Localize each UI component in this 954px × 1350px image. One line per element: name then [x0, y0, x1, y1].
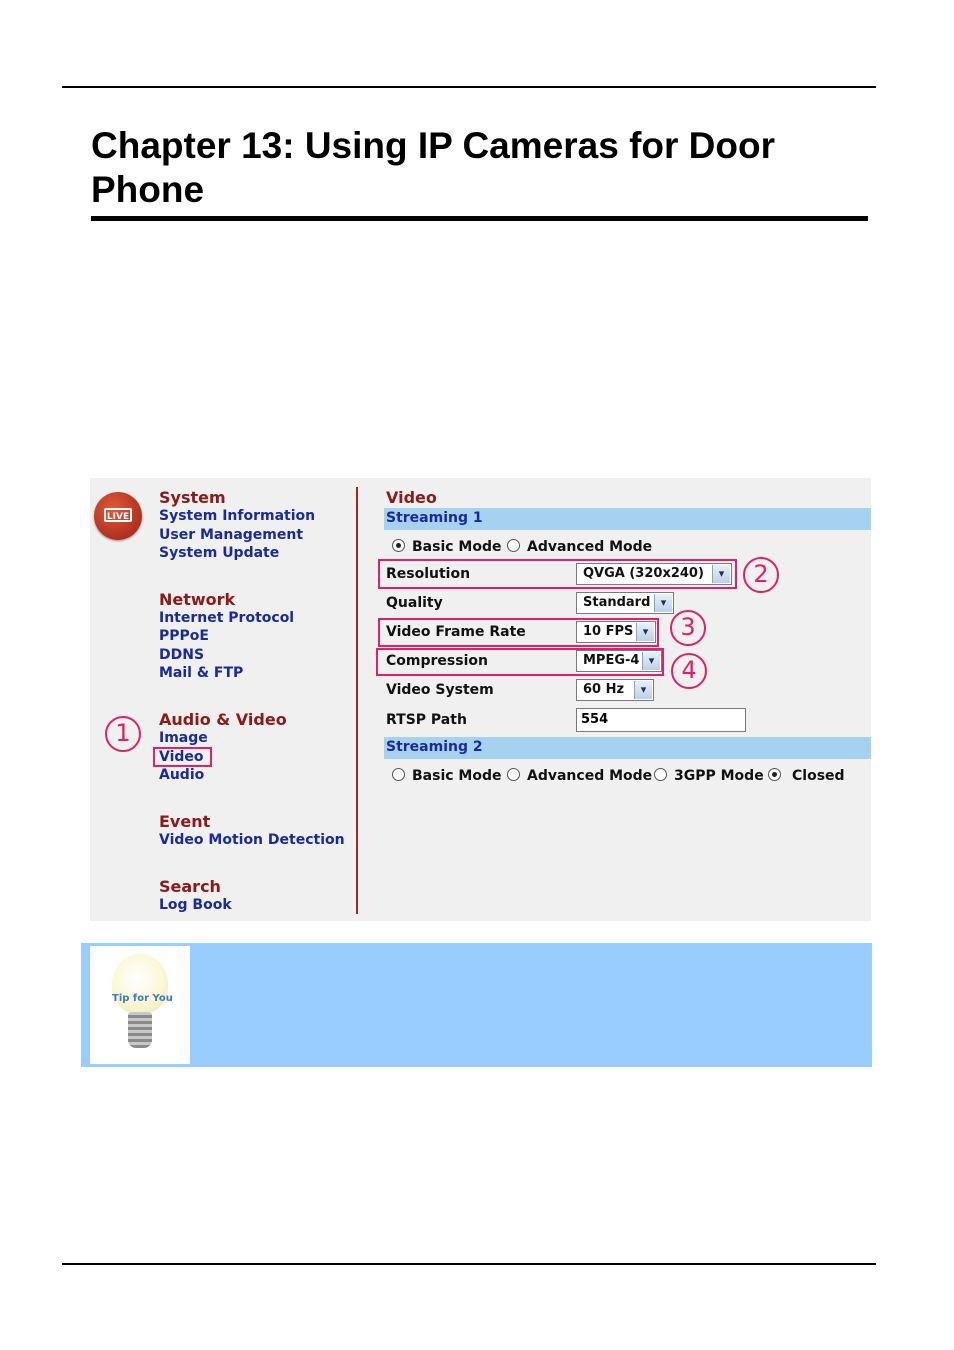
video-link-highlight: [153, 747, 212, 767]
quality-label: Quality: [386, 595, 443, 611]
streaming2-3gpp-mode-label: 3GPP Mode: [674, 768, 764, 784]
streaming2-basic-mode-label: Basic Mode: [412, 768, 502, 784]
resolution-highlight: [378, 559, 737, 589]
streaming1-header: [384, 508, 871, 530]
nav-heading-audio-video: Audio & Video: [159, 710, 287, 729]
live-icon[interactable]: [94, 492, 142, 540]
chevron-down-icon: ▾: [634, 681, 652, 699]
compression-value: MPEG-4: [583, 653, 640, 668]
tip-box: [81, 943, 872, 1067]
streaming2-basic-mode-radio[interactable]: [392, 768, 405, 781]
streaming2-3gpp-mode-radio[interactable]: [654, 768, 667, 781]
callout-3: 3: [670, 610, 706, 646]
rtsp-path-value: 554: [581, 712, 609, 727]
nav-link-pppoe[interactable]: PPPoE: [159, 628, 209, 644]
compression-label: Compression: [386, 653, 488, 669]
lightbulb-glass: [112, 954, 168, 1014]
quality-value: Standard: [583, 595, 651, 610]
nav-link-log-book[interactable]: Log Book: [159, 897, 232, 913]
nav-heading-system: System: [159, 488, 226, 507]
streaming2-advanced-mode-label: Advanced Mode: [527, 768, 653, 784]
callout-2: 2: [743, 557, 779, 593]
chevron-down-icon: ▾: [636, 623, 654, 641]
nav-link-system-information[interactable]: System Information: [159, 508, 316, 524]
video-system-select[interactable]: [576, 679, 654, 701]
rtsp-path-input[interactable]: [576, 708, 746, 732]
rtsp-path-label: RTSP Path: [386, 712, 467, 728]
nav-heading-event: Event: [159, 812, 211, 831]
streaming2-advanced-mode-radio[interactable]: [507, 768, 520, 781]
frame-rate-highlight: [378, 618, 659, 647]
nav-link-internet-protocol[interactable]: Internet Protocol: [159, 610, 295, 626]
live-badge-label: LIVE: [104, 508, 132, 522]
title-underline: [91, 216, 868, 221]
resolution-value: QVGA (320x240): [583, 566, 704, 581]
streaming2-header: [384, 737, 871, 759]
streaming1-advanced-mode-radio[interactable]: [507, 539, 520, 552]
streaming2-label: Streaming 2: [386, 739, 483, 755]
nav-heading-search: Search: [159, 877, 221, 896]
frame-rate-value: 10 FPS: [583, 624, 634, 639]
quality-select[interactable]: [576, 592, 674, 614]
top-rule: [62, 86, 876, 88]
nav-link-user-management[interactable]: User Management: [159, 527, 304, 543]
video-heading: Video: [386, 488, 437, 507]
streaming2-closed-radio[interactable]: [768, 768, 781, 781]
streaming1-advanced-mode-label: Advanced Mode: [527, 539, 653, 555]
video-system-label: Video System: [386, 682, 494, 698]
streaming1-basic-mode-radio[interactable]: [392, 539, 405, 552]
callout-4: 4: [671, 653, 707, 689]
streaming1-basic-mode-label: Basic Mode: [412, 539, 502, 555]
bottom-rule: [62, 1263, 876, 1265]
tip-label: Tip for You: [112, 993, 173, 1004]
chevron-down-icon: ▾: [642, 652, 660, 670]
nav-link-ddns[interactable]: DDNS: [159, 647, 205, 663]
chapter-title: Chapter 13: Using IP Cameras for Door Phone: [91, 125, 775, 210]
chevron-down-icon: ▾: [654, 594, 672, 612]
compression-highlight: [376, 648, 664, 676]
frame-rate-label: Video Frame Rate: [386, 624, 526, 640]
nav-link-mail-ftp[interactable]: Mail & FTP: [159, 665, 244, 681]
nav-link-video-motion-detection[interactable]: Video Motion Detection: [159, 832, 345, 848]
nav-link-system-update[interactable]: System Update: [159, 545, 280, 561]
streaming1-label: Streaming 1: [386, 510, 483, 526]
resolution-label: Resolution: [386, 566, 471, 582]
nav-link-image[interactable]: Image: [159, 730, 208, 746]
video-system-value: 60 Hz: [583, 682, 625, 697]
nav-link-video[interactable]: Video: [159, 749, 204, 765]
lightbulb-base: [128, 1012, 152, 1048]
callout-1: 1: [105, 716, 141, 752]
nav-link-audio[interactable]: Audio: [159, 767, 205, 783]
nav-divider: [356, 487, 358, 914]
nav-heading-network: Network: [159, 590, 236, 609]
streaming2-closed-label: Closed: [792, 768, 845, 784]
chevron-down-icon: ▾: [712, 565, 730, 583]
